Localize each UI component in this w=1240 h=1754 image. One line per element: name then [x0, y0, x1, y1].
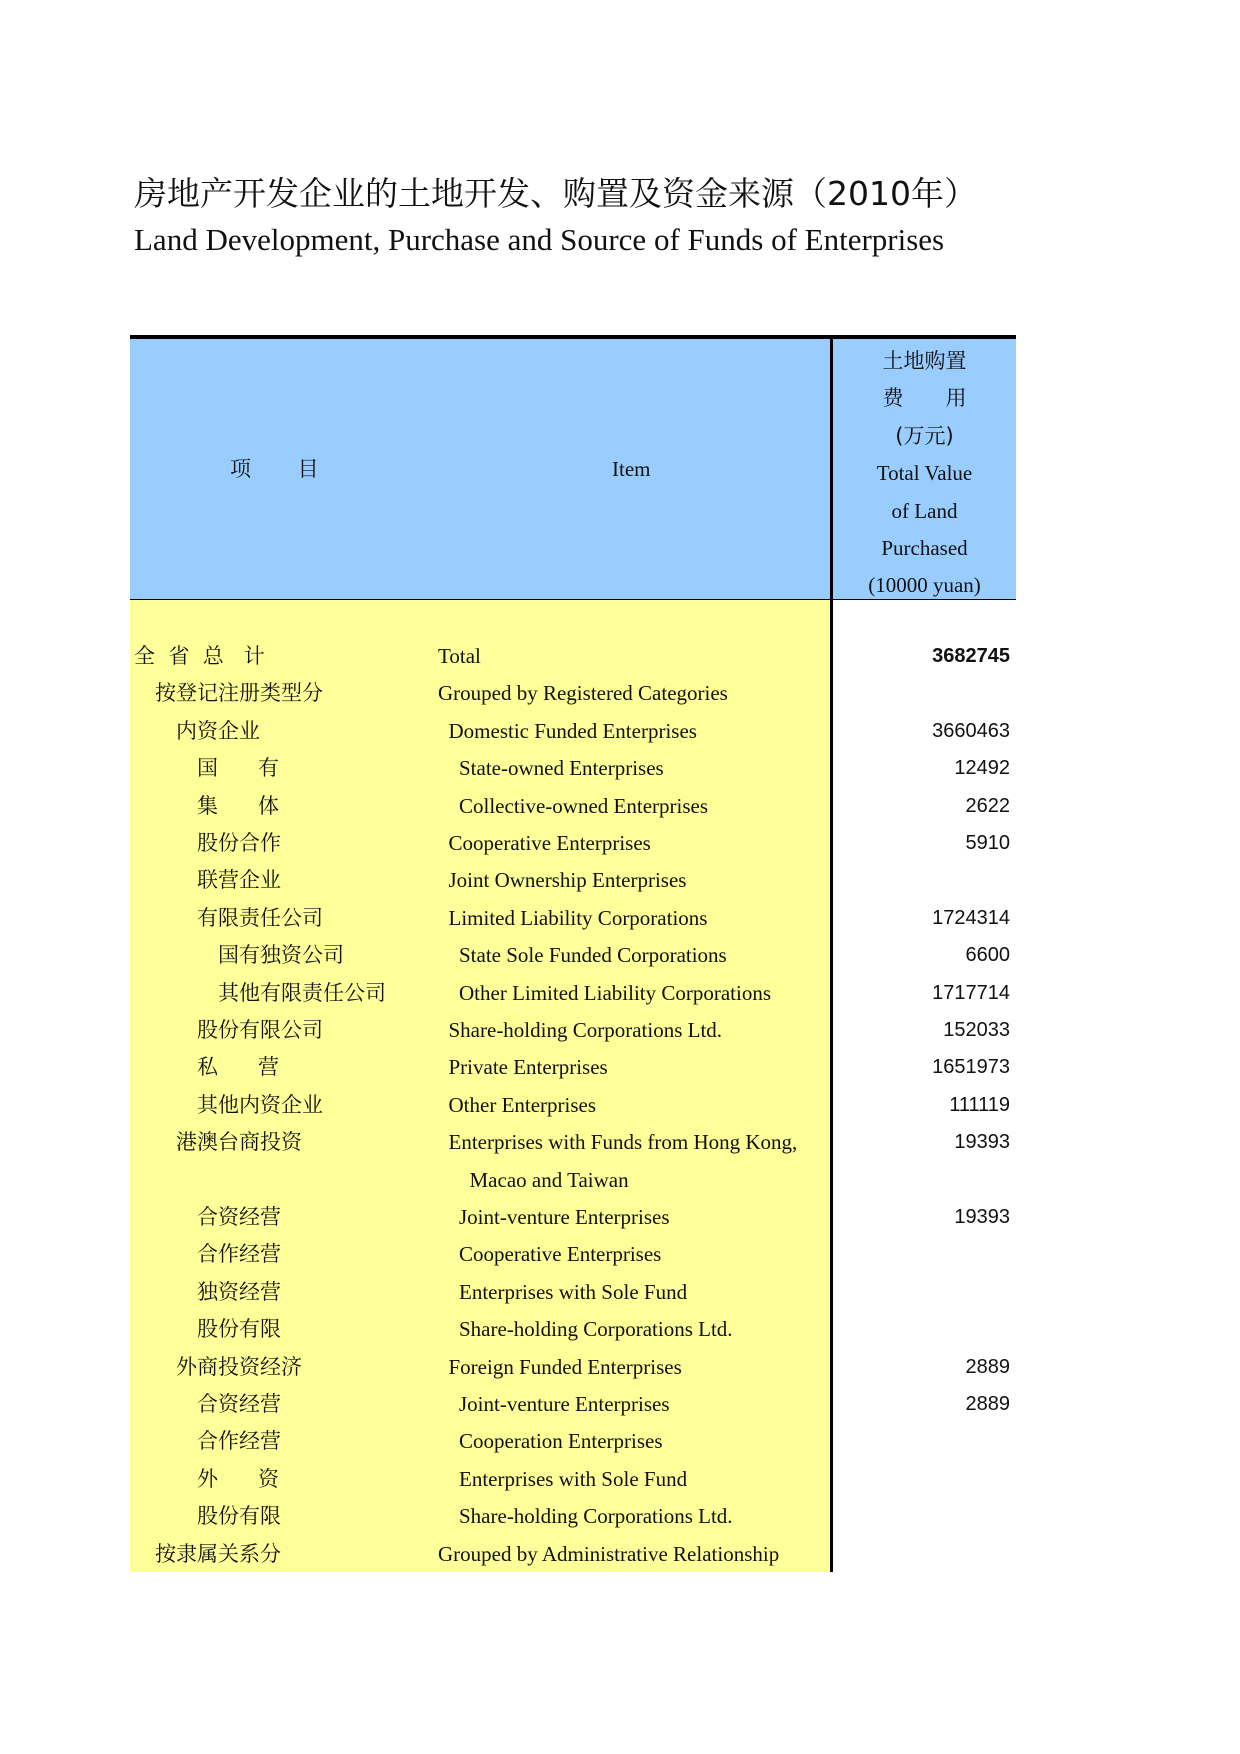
table-row	[130, 788, 1016, 825]
table-row	[130, 862, 1016, 899]
row-label-en: Share-holding Corporations Ltd.	[459, 1317, 733, 1342]
row-label-en: Joint-venture Enterprises	[459, 1205, 670, 1229]
table-row	[130, 1274, 1016, 1311]
row-label-en: Limited Liability Corporations	[448, 905, 708, 930]
row-label-cn: 其他内资企业	[197, 1092, 323, 1117]
row-label-en: Share-holding Corporations Ltd.	[459, 1504, 733, 1529]
row-label-en: Other Limited Liability Corporations	[459, 980, 772, 1005]
row-label-cn: 私 营	[197, 1055, 280, 1080]
table-row	[130, 1124, 1016, 1161]
table-row	[130, 1199, 1016, 1236]
row-label-en: Enterprises with Funds from Hong Kong,	[448, 1130, 798, 1155]
row-label-cn: 内资企业	[176, 718, 260, 743]
row-label-cn: 股份有限	[197, 1504, 281, 1529]
page-title-en: Land Development, Purchase and Source of Funds of Enterprises	[134, 222, 945, 257]
row-label-en: Total	[438, 644, 481, 668]
table-row	[130, 1162, 1016, 1199]
row-value: 1724314	[932, 906, 1010, 929]
table-row	[130, 1049, 1016, 1086]
row-value: 2622	[965, 794, 1010, 817]
table-row	[130, 1386, 1016, 1423]
row-value: 19393	[954, 1206, 1010, 1228]
row-label-cn: 全 省 总 计	[134, 644, 265, 668]
row-label-en: Private Enterprises	[448, 1055, 608, 1080]
header-col-line: Purchased	[881, 536, 968, 561]
row-value: 111119	[949, 1093, 1010, 1116]
row-label-cn: 合资经营	[197, 1392, 281, 1416]
table-row	[130, 1236, 1016, 1273]
table-row	[130, 937, 1016, 974]
row-value: 2889	[965, 1393, 1010, 1415]
table-row	[130, 1012, 1016, 1049]
table-row	[130, 638, 1016, 675]
row-label-cn: 按登记注册类型分	[155, 681, 323, 706]
row-label-cn: 有限责任公司	[197, 905, 323, 930]
row-label-cn: 其他有限责任公司	[218, 980, 386, 1005]
row-label-cn: 集 体	[197, 793, 280, 818]
row-label-cn: 国 有	[197, 756, 280, 781]
table-row	[130, 900, 1016, 937]
table-row	[130, 1461, 1016, 1498]
table-row	[130, 1536, 1016, 1573]
row-label-en: Enterprises with Sole Fund	[459, 1279, 688, 1304]
header-col-line: 土地购置	[882, 349, 967, 373]
table-row	[130, 1087, 1016, 1124]
row-label-en: Cooperative Enterprises	[448, 831, 651, 855]
row-label-cn: 股份有限	[197, 1317, 281, 1342]
row-label-cn: 联营企业	[197, 868, 281, 893]
row-label-en: Joint Ownership Enterprises	[448, 868, 687, 893]
header-col-line: 费 用	[882, 386, 967, 411]
row-label-cn: 按隶属关系分	[155, 1541, 281, 1566]
row-label-en: Collective-owned Enterprises	[459, 793, 709, 818]
header-col-line: (10000 yuan)	[868, 573, 981, 598]
row-value: 5910	[965, 832, 1010, 854]
row-label-en: Share-holding Corporations Ltd.	[448, 1018, 723, 1042]
row-label-en: Macao and Taiwan	[469, 1167, 629, 1192]
row-label-en: Cooperative Enterprises	[459, 1242, 662, 1267]
row-label-en: Domestic Funded Enterprises	[448, 718, 697, 743]
row-value: 2889	[965, 1355, 1010, 1378]
row-value: 12492	[954, 757, 1010, 780]
row-label-en: Other Enterprises	[448, 1092, 597, 1117]
row-label-cn: 国有独资公司	[218, 943, 344, 968]
table-row	[130, 825, 1016, 862]
row-label-cn: 合作经营	[197, 1242, 281, 1267]
header-col-line: Total Value	[876, 461, 973, 486]
header-col-line: of Land	[891, 498, 958, 523]
header-item-cn: 项 目	[230, 457, 319, 481]
row-label-en: Joint-venture Enterprises	[459, 1392, 670, 1416]
row-label-en: Grouped by Registered Categories	[438, 681, 728, 706]
row-value: 3682745	[932, 645, 1010, 667]
row-value: 152033	[943, 1019, 1010, 1041]
table-row	[130, 1423, 1016, 1460]
table-row	[130, 1349, 1016, 1386]
row-label-en: Cooperation Enterprises	[459, 1429, 663, 1454]
row-value: 6600	[965, 944, 1010, 967]
header-item-en: Item	[612, 457, 651, 481]
row-label-en: State Sole Funded Corporations	[459, 943, 727, 968]
table-row	[130, 675, 1016, 712]
row-value: 3660463	[932, 719, 1010, 742]
row-label-cn: 股份有限公司	[197, 1018, 323, 1042]
row-value: 19393	[954, 1131, 1010, 1154]
row-label-cn: 外 资	[197, 1466, 280, 1491]
row-label-cn: 合作经营	[197, 1429, 281, 1454]
row-label-en: Foreign Funded Enterprises	[448, 1354, 682, 1379]
row-label-cn: 外商投资经济	[176, 1354, 302, 1379]
row-label-en: State-owned Enterprises	[459, 756, 664, 781]
row-label-cn: 独资经营	[197, 1279, 281, 1304]
row-label-cn: 港澳台商投资	[176, 1130, 302, 1155]
row-label-cn: 合资经营	[197, 1205, 281, 1229]
table-row	[130, 750, 1016, 787]
row-label-en: Enterprises with Sole Fund	[459, 1466, 688, 1491]
row-label-en: Grouped by Administrative Relationship	[438, 1541, 780, 1566]
table-row	[130, 1311, 1016, 1348]
page-title-cn: 房地产开发企业的土地开发、购置及资金来源（2010年）	[134, 174, 977, 213]
row-label-cn: 股份合作	[197, 831, 281, 855]
table-row	[130, 1498, 1016, 1535]
table-row	[130, 713, 1016, 750]
row-value: 1717714	[932, 981, 1010, 1004]
header-col-line: (万元)	[895, 423, 954, 448]
header-land-purchase-column	[833, 339, 1016, 605]
table-row	[130, 975, 1016, 1012]
row-value: 1651973	[932, 1056, 1010, 1079]
